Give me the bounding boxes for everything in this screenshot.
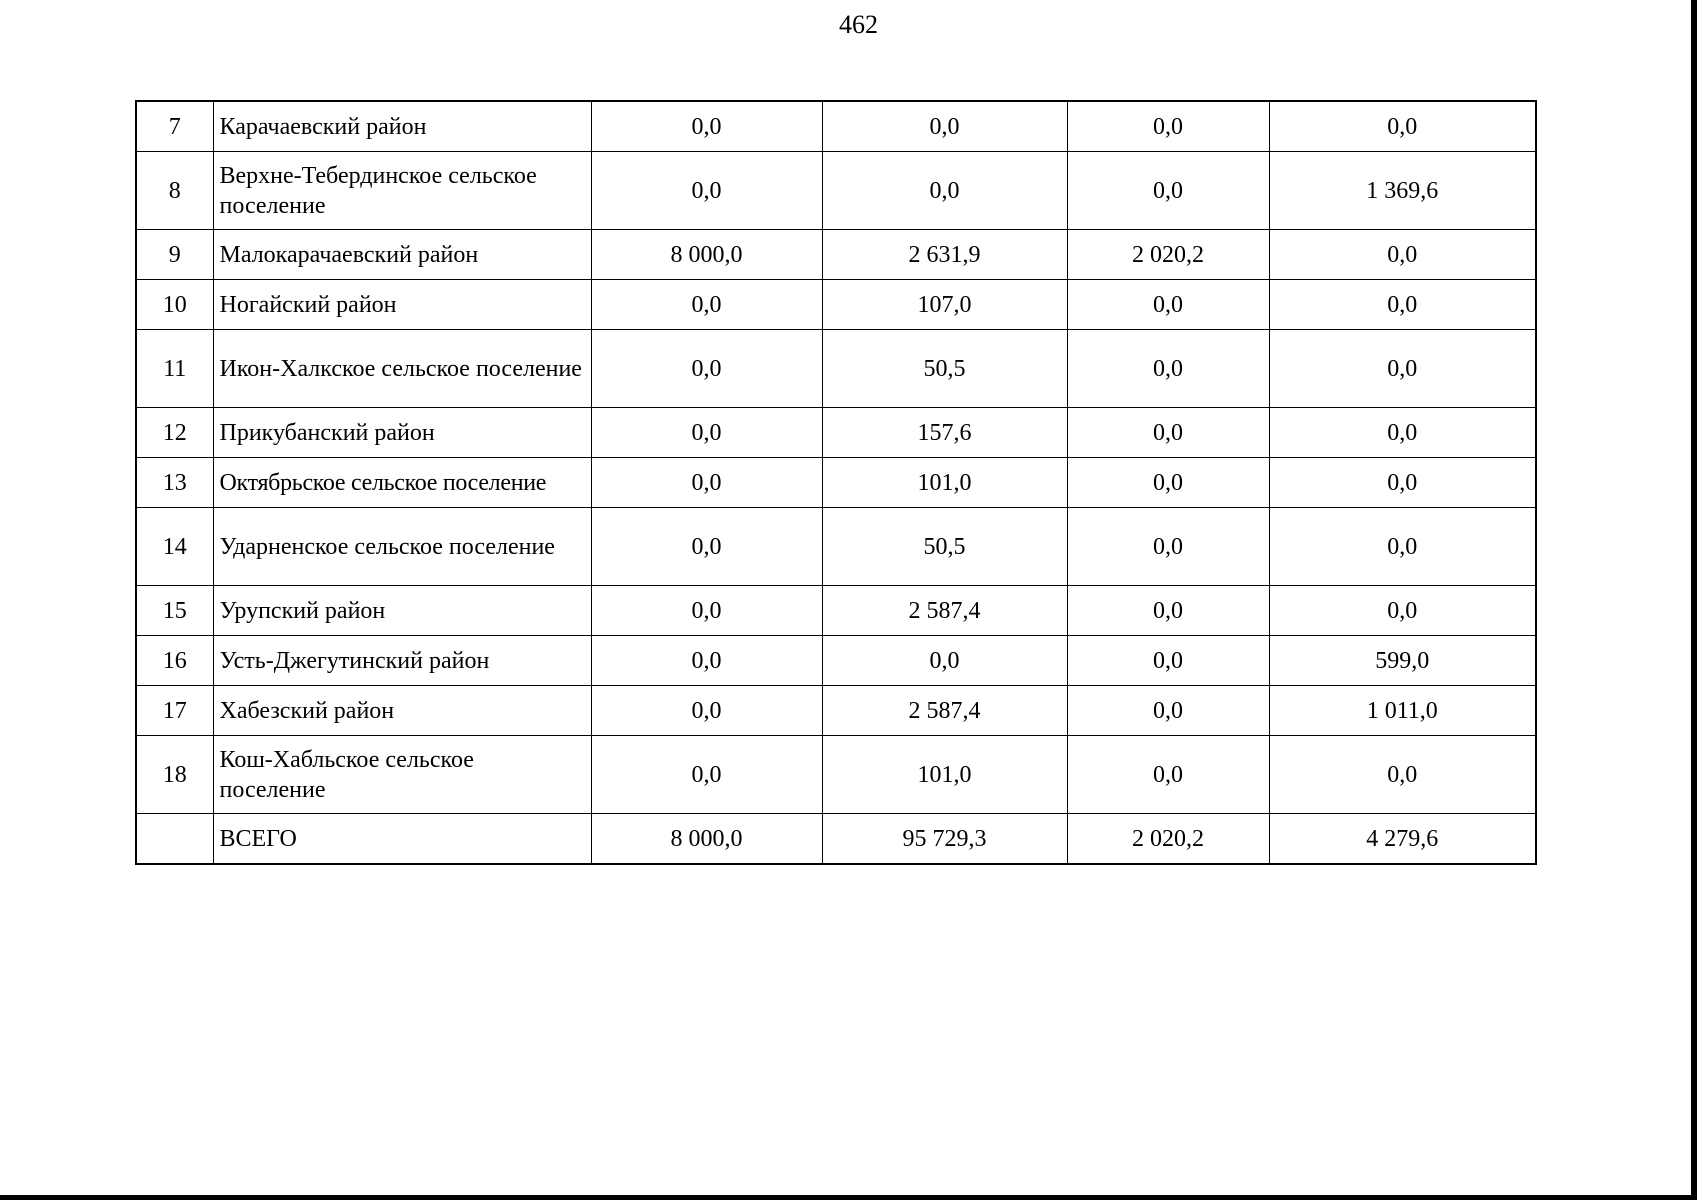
municipality-name: Ударненское сельское поселение bbox=[213, 508, 591, 586]
page-number: 462 bbox=[839, 10, 878, 39]
value-col-1: 0,0 bbox=[591, 280, 822, 330]
value-col-3: 0,0 bbox=[1067, 586, 1269, 636]
value-col-1: 0,0 bbox=[591, 636, 822, 686]
value-col-4: 0,0 bbox=[1269, 586, 1536, 636]
value-col-4: 1 011,0 bbox=[1269, 686, 1536, 736]
row-number bbox=[136, 814, 213, 865]
value-col-1: 0,0 bbox=[591, 152, 822, 230]
value-col-1: 0,0 bbox=[591, 408, 822, 458]
table-row bbox=[136, 101, 1536, 152]
table-row bbox=[136, 408, 1536, 458]
value-col-3: 0,0 bbox=[1067, 280, 1269, 330]
municipality-name: Усть-Джегутинский район bbox=[213, 636, 591, 686]
value-col-2: 0,0 bbox=[822, 101, 1067, 152]
value-col-4: 0,0 bbox=[1269, 508, 1536, 586]
value-col-3: 0,0 bbox=[1067, 458, 1269, 508]
table-row bbox=[136, 586, 1536, 636]
value-col-2: 50,5 bbox=[822, 330, 1067, 408]
table-row bbox=[136, 230, 1536, 280]
row-number: 18 bbox=[136, 736, 213, 814]
row-number: 7 bbox=[136, 101, 213, 152]
value-col-1: 0,0 bbox=[591, 736, 822, 814]
table-row bbox=[136, 330, 1536, 408]
value-col-4: 599,0 bbox=[1269, 636, 1536, 686]
row-number: 10 bbox=[136, 280, 213, 330]
municipality-name: Урупский район bbox=[213, 586, 591, 636]
table-row bbox=[136, 686, 1536, 736]
value-col-3: 0,0 bbox=[1067, 508, 1269, 586]
municipality-name: Карачаевский район bbox=[213, 101, 591, 152]
value-col-4: 0,0 bbox=[1269, 458, 1536, 508]
total-label: ВСЕГО bbox=[213, 814, 591, 865]
total-value-col-1: 8 000,0 bbox=[591, 814, 822, 865]
value-col-3: 0,0 bbox=[1067, 736, 1269, 814]
value-col-3: 0,0 bbox=[1067, 152, 1269, 230]
value-col-2: 2 631,9 bbox=[822, 230, 1067, 280]
municipality-name: Прикубанский район bbox=[213, 408, 591, 458]
value-col-4: 0,0 bbox=[1269, 408, 1536, 458]
value-col-3: 0,0 bbox=[1067, 101, 1269, 152]
total-value-col-2: 95 729,3 bbox=[822, 814, 1067, 865]
row-number: 16 bbox=[136, 636, 213, 686]
value-col-2: 101,0 bbox=[822, 458, 1067, 508]
value-col-3: 2 020,2 bbox=[1067, 230, 1269, 280]
total-row bbox=[136, 814, 1536, 865]
value-col-3: 0,0 bbox=[1067, 686, 1269, 736]
budget-table bbox=[135, 100, 1537, 865]
table-row bbox=[136, 508, 1536, 586]
value-col-1: 0,0 bbox=[591, 508, 822, 586]
total-value-col-4: 4 279,6 bbox=[1269, 814, 1536, 865]
value-col-2: 0,0 bbox=[822, 152, 1067, 230]
row-number: 12 bbox=[136, 408, 213, 458]
value-col-2: 50,5 bbox=[822, 508, 1067, 586]
value-col-4: 0,0 bbox=[1269, 736, 1536, 814]
value-col-2: 0,0 bbox=[822, 636, 1067, 686]
row-number: 9 bbox=[136, 230, 213, 280]
value-col-1: 8 000,0 bbox=[591, 230, 822, 280]
table-row bbox=[136, 152, 1536, 230]
value-col-1: 0,0 bbox=[591, 330, 822, 408]
value-col-4: 0,0 bbox=[1269, 230, 1536, 280]
value-col-2: 107,0 bbox=[822, 280, 1067, 330]
row-number: 17 bbox=[136, 686, 213, 736]
value-col-3: 0,0 bbox=[1067, 636, 1269, 686]
value-col-4: 1 369,6 bbox=[1269, 152, 1536, 230]
row-number: 14 bbox=[136, 508, 213, 586]
municipality-name: Кош-Хабльское сельское поселение bbox=[213, 736, 591, 814]
value-col-1: 0,0 bbox=[591, 686, 822, 736]
value-col-4: 0,0 bbox=[1269, 280, 1536, 330]
row-number: 11 bbox=[136, 330, 213, 408]
value-col-1: 0,0 bbox=[591, 101, 822, 152]
value-col-4: 0,0 bbox=[1269, 330, 1536, 408]
scan-edge-right bbox=[1691, 0, 1697, 1200]
table-row bbox=[136, 636, 1536, 686]
scan-edge-bottom bbox=[0, 1195, 1697, 1200]
row-number: 13 bbox=[136, 458, 213, 508]
value-col-3: 0,0 bbox=[1067, 330, 1269, 408]
row-number: 8 bbox=[136, 152, 213, 230]
table-row bbox=[136, 736, 1536, 814]
value-col-3: 0,0 bbox=[1067, 408, 1269, 458]
value-col-2: 101,0 bbox=[822, 736, 1067, 814]
municipality-name: Ногайский район bbox=[213, 280, 591, 330]
value-col-2: 2 587,4 bbox=[822, 586, 1067, 636]
row-number: 15 bbox=[136, 586, 213, 636]
value-col-2: 157,6 bbox=[822, 408, 1067, 458]
value-col-1: 0,0 bbox=[591, 458, 822, 508]
municipality-name: Верхне-Тебердинское сельское поселение bbox=[213, 152, 591, 230]
municipality-name: Икон-Халкское сельское поселение bbox=[213, 330, 591, 408]
table-row bbox=[136, 458, 1536, 508]
value-col-2: 2 587,4 bbox=[822, 686, 1067, 736]
municipality-name: Хабезский район bbox=[213, 686, 591, 736]
municipality-name: Октябрьское сельское поселение bbox=[213, 458, 591, 508]
municipality-name: Малокарачаевский район bbox=[213, 230, 591, 280]
value-col-4: 0,0 bbox=[1269, 101, 1536, 152]
table-row bbox=[136, 280, 1536, 330]
value-col-1: 0,0 bbox=[591, 586, 822, 636]
total-value-col-3: 2 020,2 bbox=[1067, 814, 1269, 865]
